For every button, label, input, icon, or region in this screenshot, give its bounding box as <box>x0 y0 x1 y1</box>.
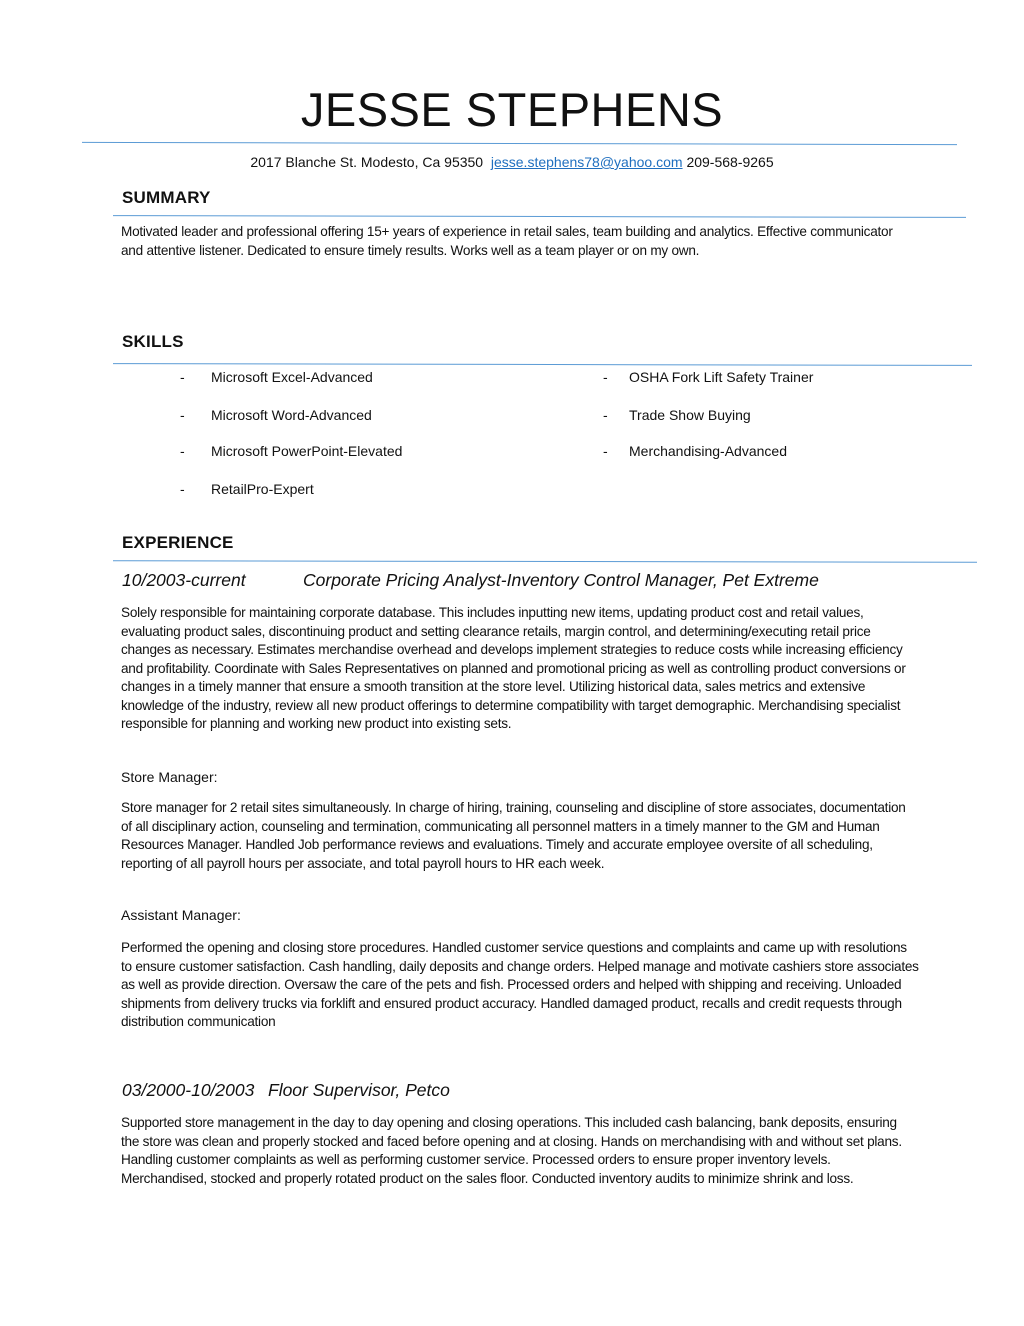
skills-heading: SKILLS <box>122 332 184 351</box>
skill-item: Microsoft PowerPoint-Elevated <box>211 443 403 459</box>
skill-item: RetailPro-Expert <box>211 481 314 497</box>
job2-description: Supported store management in the day to day opening and closing operations. This included cash balancing, bank deposits, ensuring the store was clean and properly stocked and faced before opening and at closing. Hands on merchandising with and without set plans. Handling customer complaints as well as performing customer service. Processed orders to ensure proper inventory levels. Merchandised, stocked and properly rotated product on the sales floor. Conducted inventory audits to minimize shrink and loss. <box>121 1115 902 1186</box>
job2-title: Floor Supervisor, Petco <box>268 1080 450 1100</box>
skill-bullet: - <box>603 369 608 385</box>
role-assistant-manager-description: Performed the opening and closing store procedures. Handled customer service questions and complaints and came up with resolutions to ensure customer satisfaction. Cash handling, daily deposits and change orders. Helped manage and motivate cashiers store associates as well as provide direction. Oversaw the care of the pets and fish. Processed orders and helped with shipping and receiving. Unloaded shipments from delivery trucks via forklift and ensured product accuracy. Handled damaged product, recalls and credit requests through distribution communication <box>121 940 919 1029</box>
summary-heading: SUMMARY <box>122 188 211 207</box>
skill-bullet: - <box>603 407 608 423</box>
skill-bullet: - <box>180 481 185 497</box>
job2-dates: 03/2000-10/2003 <box>122 1080 255 1100</box>
skill-bullet: - <box>180 443 185 459</box>
skill-item: OSHA Fork Lift Safety Trainer <box>629 369 814 385</box>
role-assistant-manager-title: Assistant Manager: <box>121 907 241 923</box>
job1-title: Corporate Pricing Analyst-Inventory Control Manager, Pet Extreme <box>303 570 819 590</box>
skill-item: Trade Show Buying <box>629 407 751 423</box>
skill-item: Merchandising-Advanced <box>629 443 787 459</box>
experience-heading: EXPERIENCE <box>122 533 234 552</box>
resume-name: JESSE STEPHENS <box>300 83 724 136</box>
summary-text: Motivated leader and professional offering 15+ years of experience in retail sales, team building and analytics. Effective communicator and attentive listener. Dedicated to ensure timely results. Works well as a team player or on my own. <box>121 224 893 258</box>
summary-divider <box>113 215 966 218</box>
skill-bullet: - <box>603 443 608 459</box>
job1-description: Solely responsible for maintaining corporate database. This includes inputting new items, updating product cost and retail values, evaluating product sales, discontinuing product and setting clearance retails, margin control, and determining/executing retail price changes as necessary. Estimates merchandise overhead and develops implement strategies to reduce costs while increasing efficiency and profitability. Coordinate with Sales Representatives on planned and promotional pricing as well as controlling product conversions or changes in a timely manner that ensure a smooth transition at the store level. Utilizing historical data, sales metrics and extensive knowledge of the industry, review all new product offerings to determine compatibility with target demographic. Merchandising specialist responsible for planning and working new product into existing sets. <box>121 605 906 731</box>
role-store-manager-description: Store manager for 2 retail sites simultaneously. In charge of hiring, training, counseling and discipline of store associates, documentation of all disciplinary action, counseling and termination, communicating all personnel matters in a timely manner to the GM and Human Resources Manager. Handled Job performance reviews and evaluations. Timely and accurate employee oversite of all scheduling, reporting of all payroll hours per associate, and total payroll hours to HR each week. <box>121 800 906 871</box>
skill-bullet: - <box>180 369 185 385</box>
skill-bullet: - <box>180 407 185 423</box>
address-text: 2017 Blanche St. Modesto, Ca 95350 <box>250 154 484 170</box>
contact-line <box>0 154 1024 170</box>
skills-divider <box>113 363 972 366</box>
experience-divider <box>113 560 977 563</box>
skill-item: Microsoft Excel-Advanced <box>211 369 373 385</box>
skill-item: Microsoft Word-Advanced <box>211 407 372 423</box>
header-divider <box>82 142 957 145</box>
phone-text: 209-568-9265 <box>686 154 774 170</box>
role-store-manager-title: Store Manager: <box>121 769 218 785</box>
job1-dates: 10/2003-current <box>122 570 246 590</box>
email-link[interactable]: jesse.stephens78@yahoo.com <box>490 154 683 170</box>
